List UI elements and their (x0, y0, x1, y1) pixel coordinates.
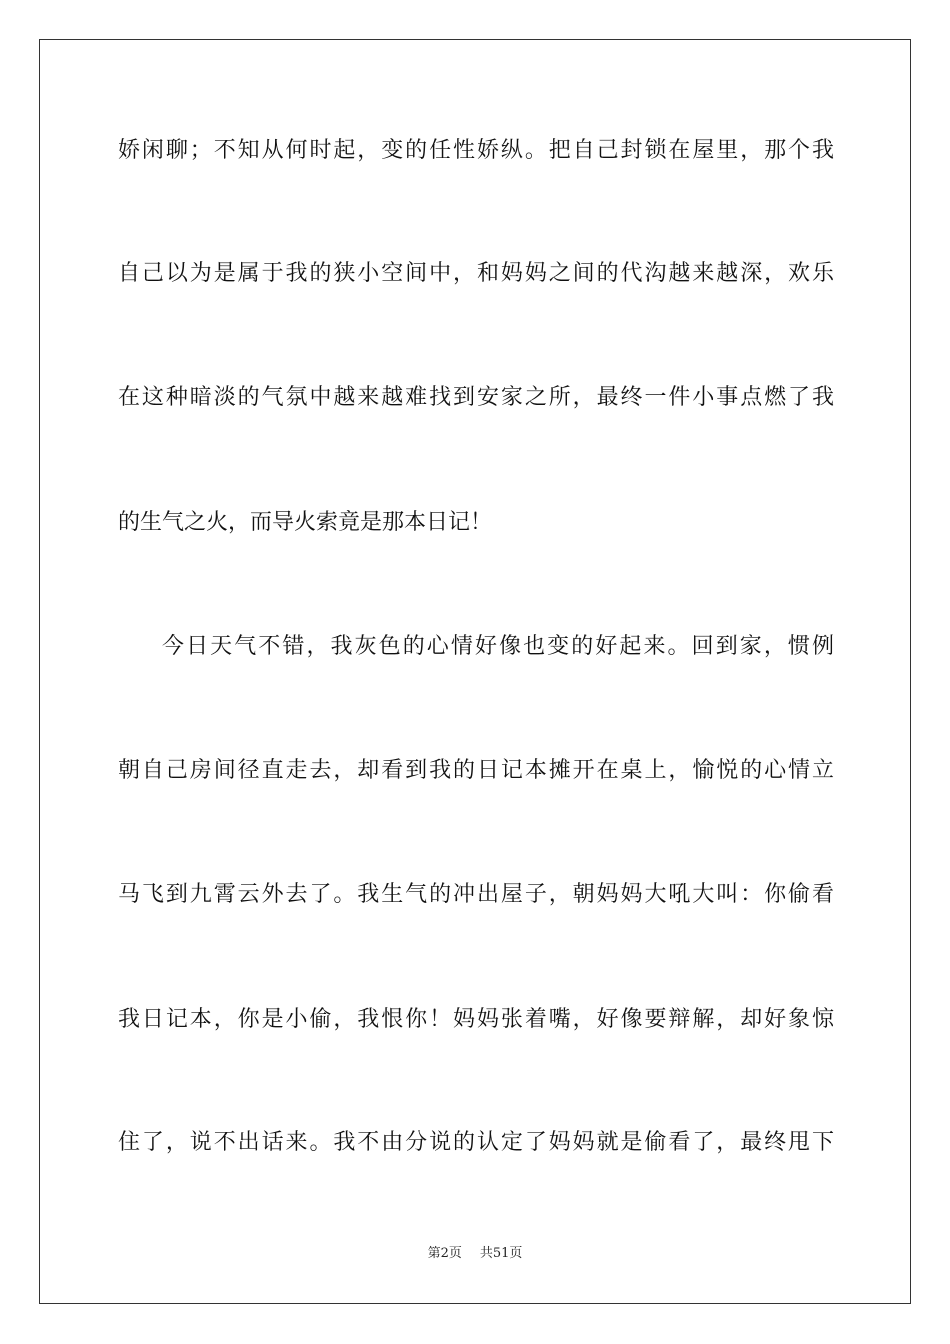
paragraph-first-line: 今日天气不错，我灰色的心情好像也变的好起来。回到家，惯例 (162, 634, 834, 659)
text-line: 娇闲聊；不知从何时起，变的任性娇纵。把自己封锁在屋里，那个我 (118, 138, 834, 163)
page-border (39, 39, 911, 1304)
text-line: 的生气之火，而导火索竟是那本日记！ (118, 510, 493, 535)
text-line: 朝自己房间径直走去，却看到我的日记本摊开在桌上，愉悦的心情立 (118, 758, 834, 783)
text-line: 住了，说不出话来。我不由分说的认定了妈妈就是偷看了，最终甩下 (118, 1130, 834, 1155)
page-footer (0, 1245, 950, 1263)
text-line: 我日记本，你是小偷，我恨你！妈妈张着嘴，好像要辩解，却好象惊 (118, 1007, 834, 1032)
text-line: 自己以为是属于我的狭小空间中，和妈妈之间的代沟越来越深，欢乐 (118, 261, 834, 286)
text-line: 在这种暗淡的气氛中越来越难找到安家之所，最终一件小事点燃了我 (118, 385, 834, 410)
text-line: 马飞到九霄云外去了。我生气的冲出屋子，朝妈妈大吼大叫：你偷看 (118, 882, 834, 907)
page-total: 共51页 (479, 1246, 523, 1261)
page-number: 第2页 (427, 1246, 462, 1261)
